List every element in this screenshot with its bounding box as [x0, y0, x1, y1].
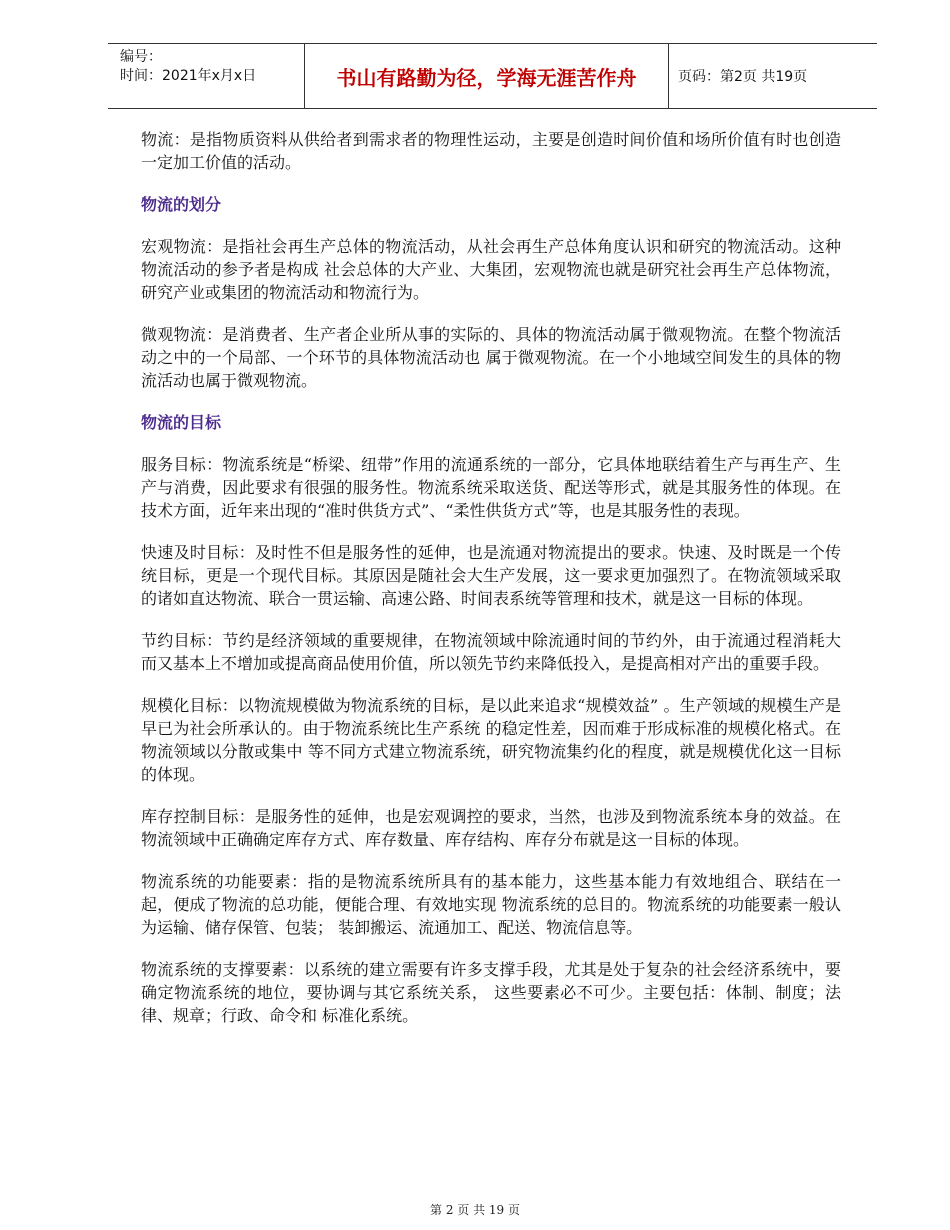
body-paragraph: 物流：是指物质资料从供给者到需求者的物理性运动，主要是创造时间价值和场所价值有时也创造一定加工价值的活动。 — [141, 130, 841, 172]
document-time-label: 时间：2021年x月x日 — [120, 68, 257, 84]
body-paragraph: 服务目标：物流系统是“桥梁、纽带”作用的流通系统的一部分，它具体地联结着生产与再生产、生产与消费，因此要求有很强的服务性。物流系统采取送货、配送等形式，就是其服务性的体现。在技术方面，近年来出现的“准时供货方式”、“柔性供货方式”等，也是其服务性的表现。 — [141, 455, 841, 520]
section-heading: 物流的目标 — [141, 413, 222, 432]
body-paragraph: 宏观物流：是指社会再生产总体的物流活动，从社会再生产总体角度认识和研究的物流活动。这种物流活动的参予者是构成 社会总体的大产业、大集团，宏观物流也就是研究社会再生产总体物流， 研究产业或集团的物流活动和物流行为。 — [141, 237, 841, 302]
body-paragraph: 节约目标：节约是经济领域的重要规律，在物流领域中除流通时间的节约外，由于流通过程消耗大而又基本上不增加或提高商品使用价值，所以领先节约来降低投入，是提高相对产出的重要手段。 — [141, 631, 841, 673]
document-body — [141, 128, 841, 1046]
section-heading: 物流的划分 — [141, 195, 222, 214]
document-number-label: 编号： — [120, 49, 162, 65]
body-paragraph: 快速及时目标：及时性不但是服务性的延伸，也是流通对物流提出的要求。快速、及时既是一个传统目标，更是一个现代目标。其原因是随社会大生产发展，这一要求更加强烈了。在物流领域采取的诸如直达物流、联合一贯运输、高速公路、时间表系统等管理和技术，就是这一目标的体现。 — [141, 543, 841, 608]
body-paragraph: 物流系统的功能要素：指的是物流系统所具有的基本能力，这些基本能力有效地组合、联结在一起，便成了物流的总功能，便能合理、有效地实现 物流系统的总目的。物流系统的功能要素一般认为运输、储存保管、包装； 装卸搬运、流通加工、配送、物流信息等。 — [141, 872, 841, 937]
header-page-label: 页码：第2页 共19页 — [678, 69, 808, 85]
header-meta — [108, 44, 305, 108]
page-header — [108, 43, 877, 109]
body-paragraph: 规模化目标：以物流规模做为物流系统的目标，是以此来追求“规模效益” 。生产领域的规模生产是早已为社会所承认的。由于物流系统比生产系统 的稳定性差，因而难于形成标准的规模化格式。在物流领域以分散或集中 等不同方式建立物流系统，研究物流集约化的程度，就是规模优化这一目标的体现。 — [141, 696, 841, 784]
body-paragraph: 物流系统的支撑要素：以系统的建立需要有许多支撑手段，尤其是处于复杂的社会经济系统中，要确定物流系统的地位，要协调与其它系统关系， 这些要素必不可少。主要包括：体制、制度；法律、规章；行政、命令和 标准化系统。 — [141, 960, 841, 1025]
body-paragraph: 微观物流：是消费者、生产者企业所从事的实际的、具体的物流活动属于微观物流。在整个物流活动之中的一个局部、一个环节的具体物流活动也 属于微观物流。在一个小地域空间发生的具体的物流活动也属于微观物流。 — [141, 325, 841, 390]
body-paragraph: 库存控制目标：是服务性的延伸，也是宏观调控的要求，当然，也涉及到物流系统本身的效益。在物流领域中正确确定库存方式、库存数量、库存结构、库存分布就是这一目标的体现。 — [141, 807, 841, 849]
header-motto: 书山有路勤为径，学海无涯苦作舟 — [305, 44, 669, 108]
page-footer: 第 2 页 共 19 页 — [430, 1203, 520, 1217]
